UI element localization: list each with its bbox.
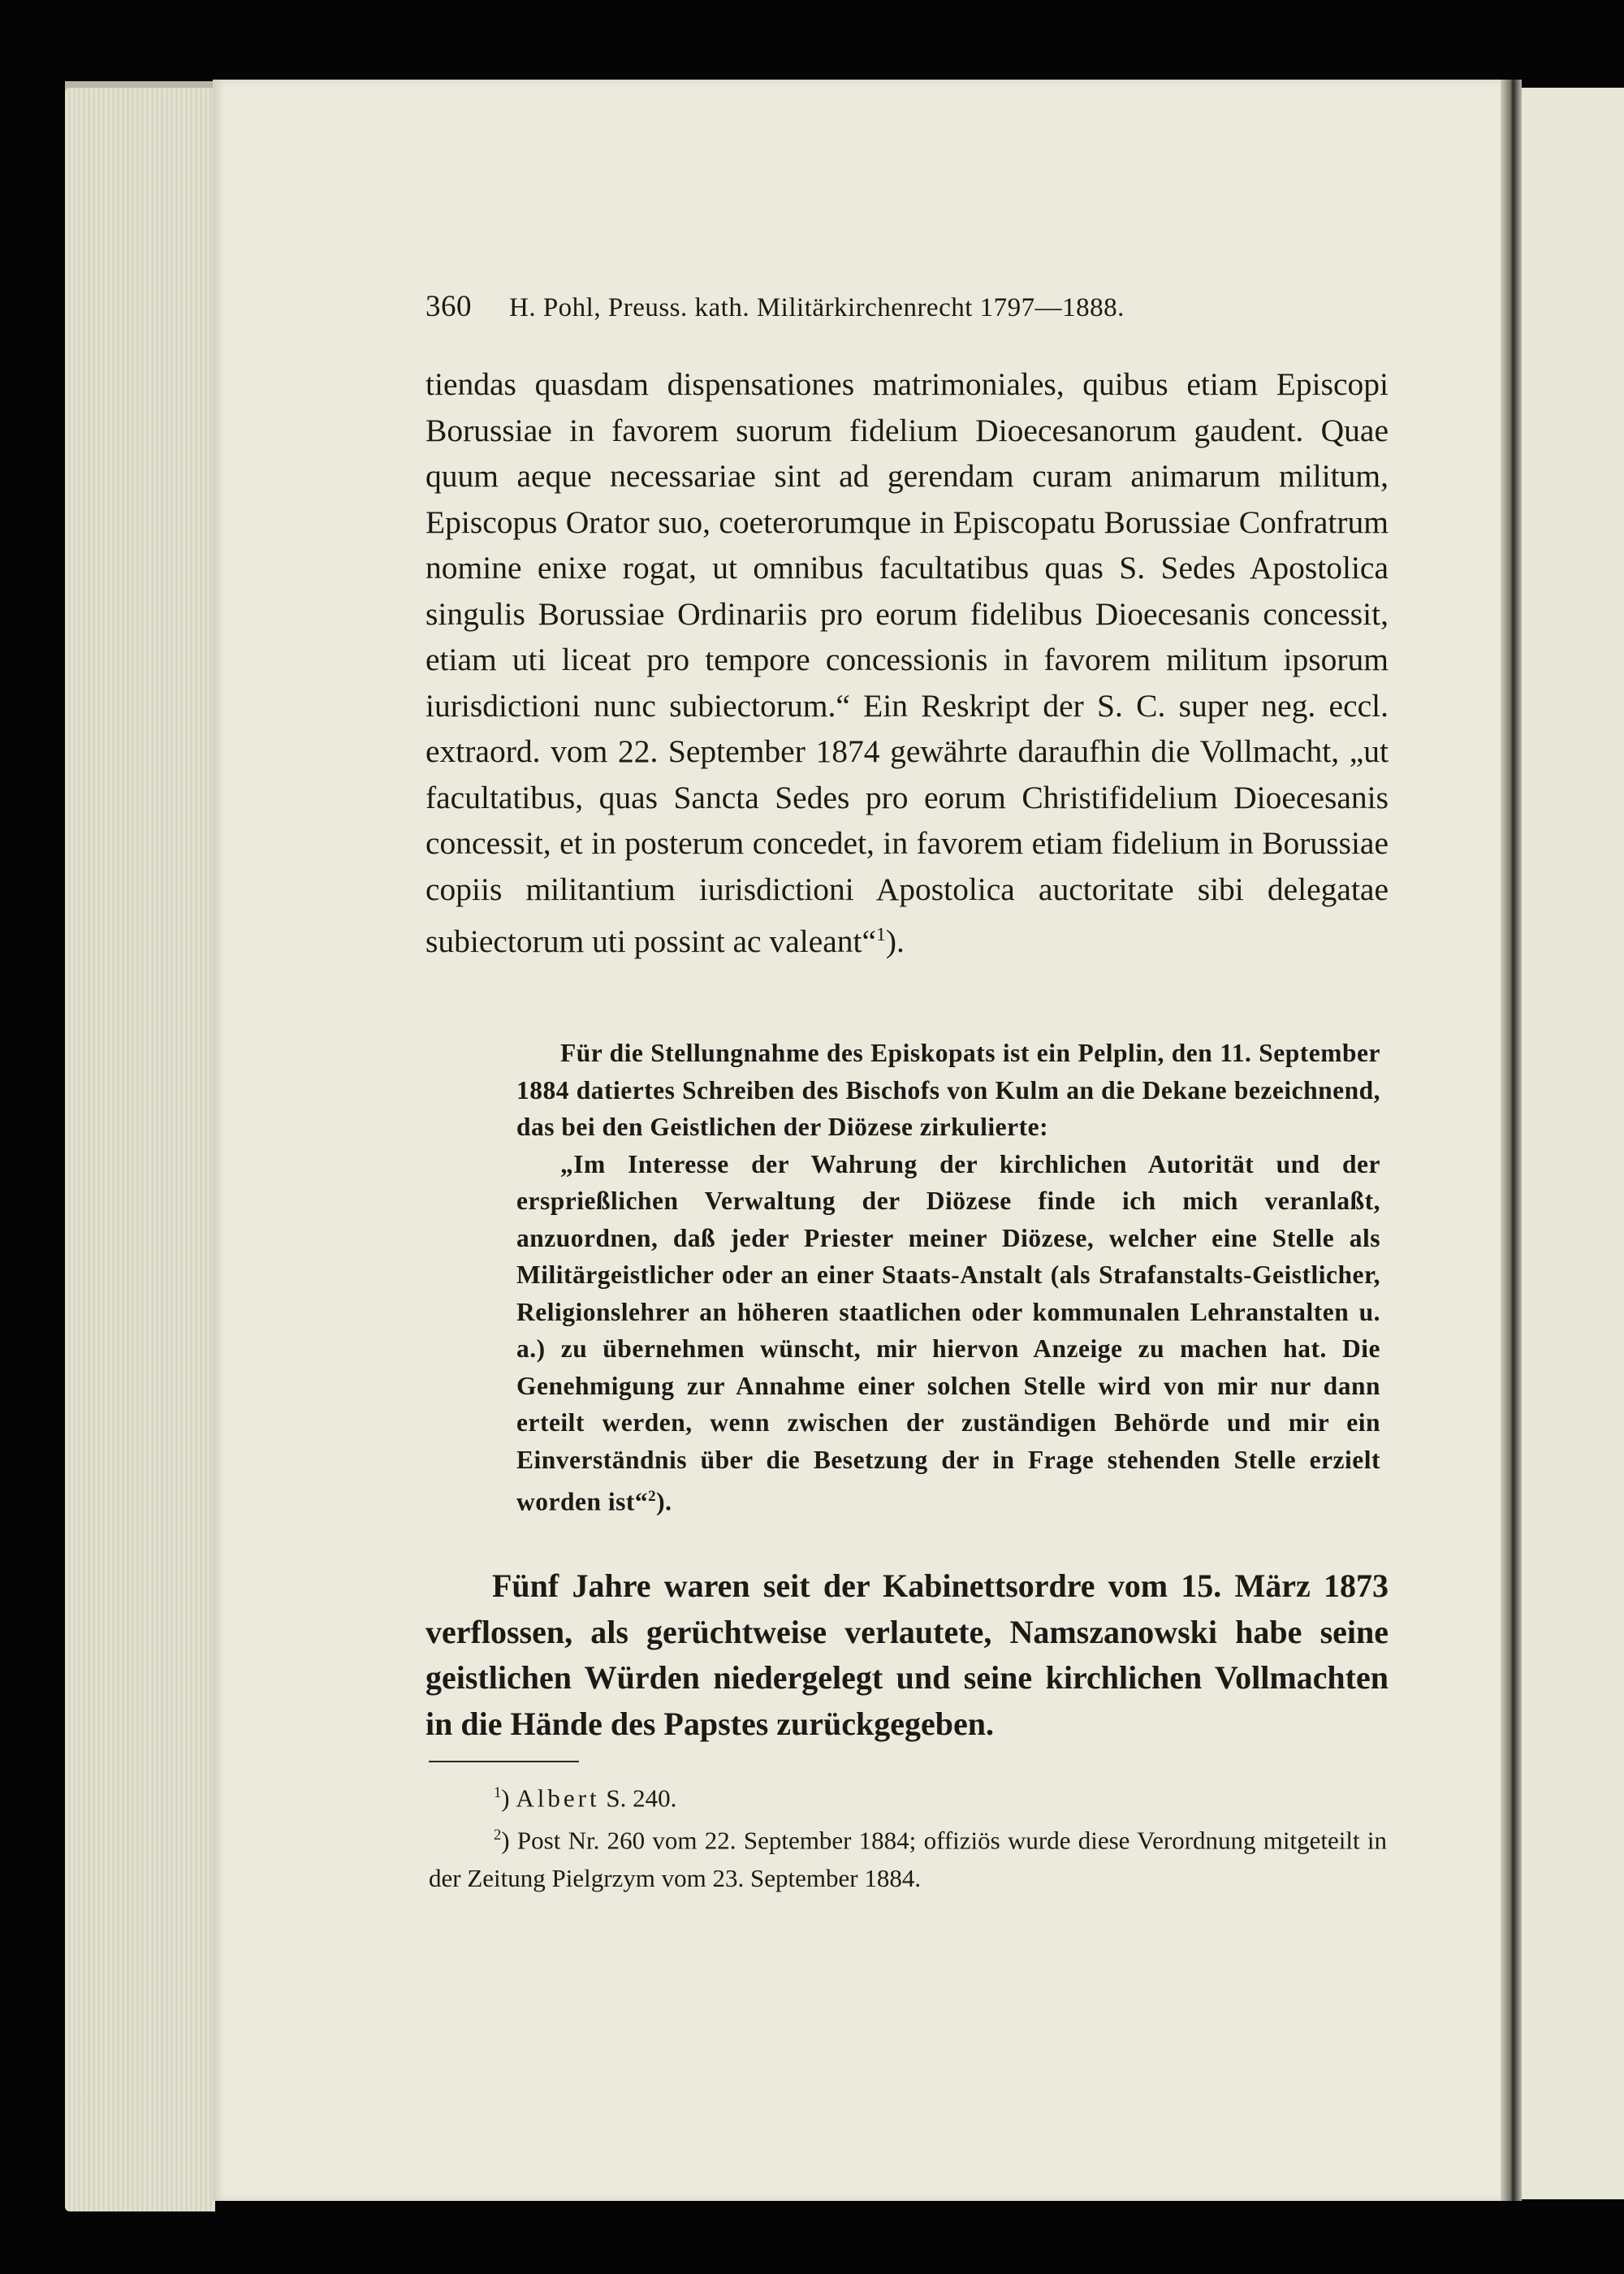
footnote-1-text: S. 240. xyxy=(599,1783,677,1813)
quote-text-end: ). xyxy=(656,1487,672,1516)
running-title: H. Pohl, Preuss. kath. Militärkirchenrecht 1797—1888. xyxy=(509,293,1125,322)
running-header xyxy=(425,289,1392,324)
quote-text: „Im Interesse der Wahrung der kirchlichen Autorität und der ersprießlichen Verwaltung der Diözese finde ich mich veranlaßt, anzuordnen, daß jeder Priester meiner Diözese, welcher eine Stelle als Militärgeistlicher oder an einer Staats-Anstalt (als Strafanstalts-Geistlicher, Religionslehrer an höheren staatlichen oder kommunalen Lehranstalten u. a.) zu übernehmen wünscht, mir hiervon Anzeige zu machen hat. Die Genehmigung zur Annahme einer solchen Stelle wird von mir nur dann erteilt werden, wenn zwischen der zuständigen Behörde und mir ein Einverständnis über die Besetzung der in Frage stehenden Stelle erzielt worden ist“ xyxy=(516,1149,1380,1516)
main-paragraph xyxy=(425,361,1389,965)
footnote-rule xyxy=(429,1761,579,1762)
page-number: 360 xyxy=(425,290,472,323)
footnote-2-text: Post Nr. 260 vom 22. September 1884; offiziös wurde diese Verordnung mitgeteilt in der Zeitung Pielgrzym vom 23. September 1884. xyxy=(429,1826,1387,1892)
quote-intro: Für die Stellungnahme des Episkopats ist ein Pelplin, den 11. September 1884 datiertes Schreiben des Bischofs von Kulm an die Dekane bezeichnend, das bei den Geistlichen der Diözese zirkulierte: xyxy=(516,1039,1380,1141)
second-paragraph-text: Fünf Jahre waren seit der Kabinettsordre vom 15. März 1873 verflossen, als gerüchtweise verlautete, Namszanowski habe seine geistlichen Würden niedergelegt und seine kirchlichen Vollmachten in die Hände des Papstes zurückgegeben. xyxy=(425,1567,1389,1742)
footnote-ref-2[interactable]: 2 xyxy=(648,1488,657,1505)
main-text: tiendas quasdam dispensationes matrimoniales, quibus etiam Episcopi Borussiae in favorem suorum fidelium Dioecesanorum gaudent. Quae quum aeque necessariae sint ad gerendam curam animarum militum, Episcopus Orator suo, coeterorumque in Episcopatu Borussiae Confratrum nomine enixe rogat, ut omnibus facultatibus quas S. Sedes Apostolica singulis Borussiae Ordinariis pro eorum fidelibus Dioecesanis concessit, etiam uti liceat pro tempore concessionis in favorem militum ipsorum iurisdictioni nunc subiectorum.“ Ein Reskript der S. C. super neg. eccl. extraord. vom 22. September 1874 gewährte daraufhin die Vollmacht, „ut facultatibus, quas Sancta Sedes pro eorum Christifidelium Dioecesanis concessit, et in posterum concedet, in favorem etiam fidelium in Borussiae copiis militantium iurisdictioni Apostolica auctoritate sibi delegatae subiectorum uti possint ac valeant“ xyxy=(425,366,1389,960)
facing-page xyxy=(1517,88,1624,2199)
footnote-1: $^1$) Albert S. 240. xyxy=(494,1783,677,1813)
book-page-edges xyxy=(65,88,215,2211)
footnote-2: $^2$) Post Nr. 260 vom 22. September 1884; offiziös wurde diese Verordnung mitgeteilt in der Zeitung Pielgrzym vom 23. September 1884. xyxy=(429,1826,1387,1892)
second-paragraph xyxy=(425,1563,1389,1747)
footnote-ref-1[interactable]: 1 xyxy=(876,924,886,945)
main-text-end: ). xyxy=(885,923,905,960)
footnote-1-author: Albert xyxy=(516,1783,600,1813)
footnote-2-mark: 2 xyxy=(494,1827,502,1844)
book-gutter xyxy=(1501,80,1522,2201)
quoted-letter xyxy=(516,1035,1380,1520)
footnotes xyxy=(429,1775,1387,1897)
footnote-1-mark: 1 xyxy=(494,1784,502,1801)
